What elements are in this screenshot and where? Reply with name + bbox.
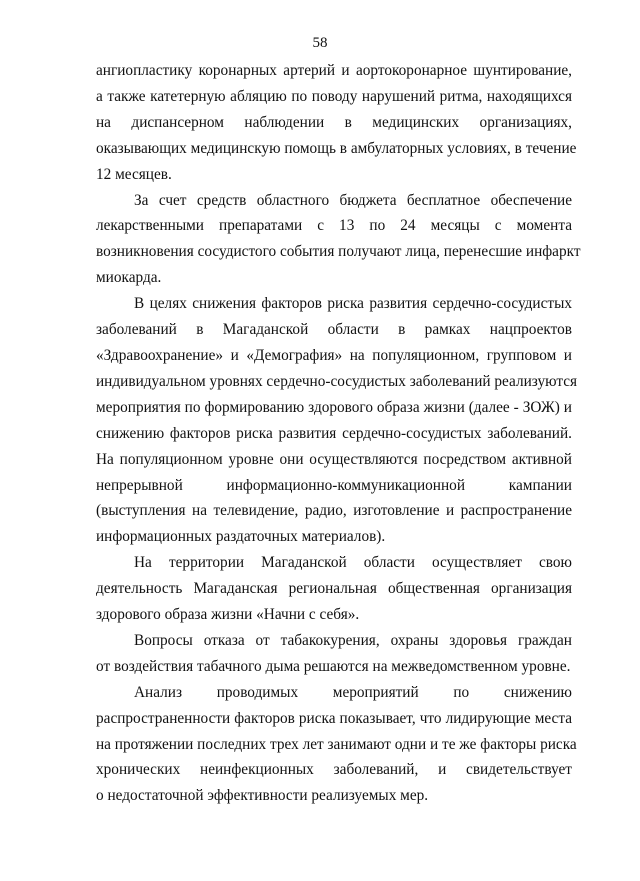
text-line: индивидуальном уровнях сердечно-сосудистых заболеваний реализуются xyxy=(96,372,578,390)
text-line: На популяционном уровне они осуществляются посредством активной xyxy=(96,450,572,468)
paragraph xyxy=(96,291,578,550)
text-line: ангиопластику коронарных артерий и аортокоронарное шунтирование, xyxy=(96,62,572,79)
page-number: 58 xyxy=(312,35,328,51)
text-line: За счет средств областного бюджета бесплатное обеспечение xyxy=(134,191,572,209)
text-line: 12 месяцев. xyxy=(96,165,172,183)
text-line: В целях снижения факторов риска развития сердечно-сосудистых xyxy=(134,295,572,313)
text-line: (выступления на телевидение, радио, изготовление и распространение xyxy=(96,502,572,520)
text-line: непрерывной информационно-коммуникационной кампании xyxy=(96,476,572,494)
text-line: хронических неинфекционных заболеваний, и свидетельствует xyxy=(96,761,572,779)
paragraph xyxy=(96,550,572,628)
paragraph xyxy=(96,680,577,810)
text-line: мероприятия по формированию здорового образа жизни (далее - ЗОЖ) и xyxy=(96,398,572,416)
text-line: а также катетерную абляцию по поводу нарушений ритма, находящихся xyxy=(96,87,572,105)
text-line: на диспансерном наблюдении в медицинских организациях, xyxy=(96,113,572,131)
text-line: от воздействия табачного дыма решаются на межведомственном уровне. xyxy=(96,657,571,675)
text-line: на протяжении последних трех лет занимают одни и те же факторы риска xyxy=(96,735,577,753)
text-line: оказывающих медицинскую помощь в амбулаторных условиях, в течение xyxy=(96,139,577,157)
text-line: заболеваний в Магаданской области в рамках нацпроектов xyxy=(96,321,572,339)
text-line: возникновения сосудистого события получают лица, перенесшие инфаркт xyxy=(96,243,581,261)
text-line: снижению факторов риска развития сердечно-сосудистых заболеваний. xyxy=(96,424,572,442)
text-line: о недостаточной эффективности реализуемых мер. xyxy=(96,787,429,805)
text-line: Вопросы отказа от табакокурения, охраны здоровья граждан xyxy=(134,631,572,649)
text-line: распространенности факторов риска показывает, что лидирующие места xyxy=(96,709,572,727)
text-line: Анализ проводимых мероприятий по снижению xyxy=(134,683,572,701)
text-line: миокарда. xyxy=(96,269,162,287)
paragraph xyxy=(96,188,581,292)
document-body xyxy=(96,58,581,809)
paragraph xyxy=(96,628,572,680)
text-line: «Здравоохранение» и «Демография» на популяционном, групповом и xyxy=(96,346,572,364)
text-line: На территории Магаданской области осуществляет свою xyxy=(134,554,572,572)
text-line: лекарственными препаратами с 13 по 24 месяцы с момента xyxy=(96,217,572,235)
text-line: деятельность Магаданская региональная общественная организация xyxy=(96,580,572,598)
text-line: здорового образа жизни «Начни с себя». xyxy=(96,606,360,624)
paragraph xyxy=(96,58,577,188)
text-line: информационных раздаточных материалов). xyxy=(96,528,386,546)
